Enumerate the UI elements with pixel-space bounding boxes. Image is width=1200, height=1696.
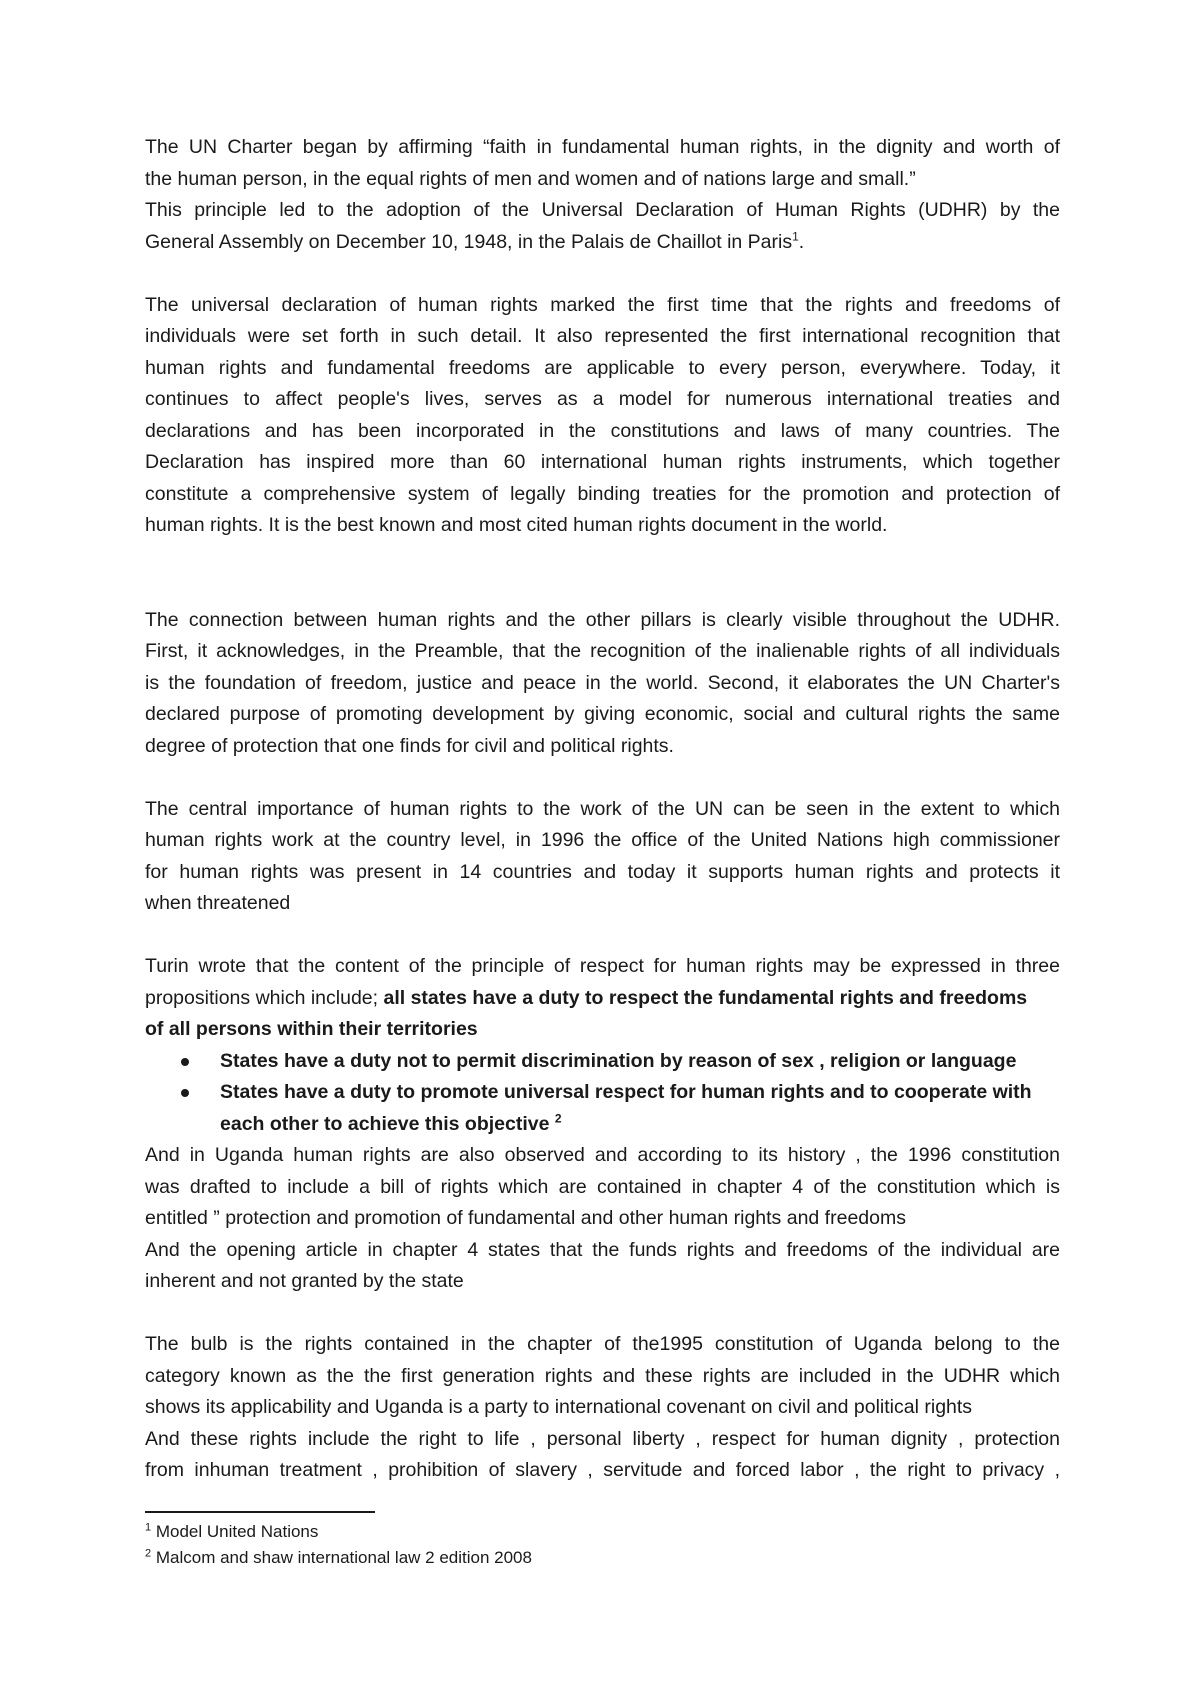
paragraph-4-line-2: human rights work at the country level, in 1996 the office of the United Nations high commissioner bbox=[145, 829, 1060, 851]
footnote-1-number: 1 bbox=[145, 1521, 152, 1534]
paragraph-5-intro: propositions which include; bbox=[145, 986, 384, 1009]
paragraph-5-line-1: Turin wrote that the content of the principle of respect for human rights may be expressed in three bbox=[145, 955, 1060, 977]
paragraph-3-line-1: The connection between human rights and the other pillars is clearly visible throughout the UDHR. bbox=[145, 608, 1060, 631]
paragraph-5-bold-1: all states have a duty to respect the fundamental rights and freedoms bbox=[383, 986, 1028, 1009]
paragraph-7-line-4: And these rights include the right to life , personal liberty , respect for human dignity , protection bbox=[145, 1427, 1060, 1450]
bullet-item-2-text: States have a duty to promote universal respect for human rights and to cooperate with bbox=[220, 1081, 1032, 1103]
paragraph-6-line-2: was drafted to include a bill of rights which are contained in chapter 4 of the constitution which is bbox=[145, 1175, 1060, 1198]
paragraph-2-line-2: individuals were set forth in such detail. It also represented the first international recognition that bbox=[145, 325, 1060, 347]
paragraph-4-line-4: when threatened bbox=[145, 892, 291, 914]
footnote-ref-1[interactable]: 1 bbox=[792, 229, 799, 243]
paragraph-2-line-6: Declaration has inspired more than 60 international human rights instruments, which together bbox=[145, 451, 1060, 473]
paragraph-1-line-1: The UN Charter began by affirming “faith in fundamental human rights, in the dignity and worth of bbox=[145, 136, 1060, 158]
paragraph-1-period: . bbox=[798, 230, 805, 253]
footnote-1-text: Model United Nations bbox=[151, 1522, 319, 1541]
footnote-2-number: 2 bbox=[145, 1547, 152, 1560]
paragraph-3-line-3: is the foundation of freedom, justice and peace in the world. Second, it elaborates the UN Charter's bbox=[145, 671, 1060, 694]
paragraph-2-line-5: declarations and has been incorporated in the constitutions and laws of many countries. The bbox=[145, 419, 1060, 442]
paragraph-4-line-3: for human rights was present in 14 countries and today it supports human rights and protects it bbox=[145, 860, 1060, 883]
paragraph-2-line-4: continues to affect people's lives, serves as a model for numerous international treaties and bbox=[145, 388, 1060, 410]
footnote-1 bbox=[145, 1520, 318, 1544]
paragraph-7-line-2: category known as the the first generation rights and these rights are included in the UDHR which bbox=[145, 1364, 1060, 1387]
bullet-item-1-text: States have a duty not to permit discrimination by reason of sex , religion or language bbox=[220, 1049, 1017, 1072]
paragraph-2-line-3: human rights and fundamental freedoms are applicable to every person, everywhere. Today, it bbox=[145, 356, 1060, 379]
paragraph-3-line-4: declared purpose of promoting development by giving economic, social and cultural rights the same bbox=[145, 703, 1060, 725]
paragraph-1-line-2: the human person, in the equal rights of men and women and of nations large and small.” bbox=[145, 167, 916, 190]
bullet-item-2-continued bbox=[145, 1109, 1060, 1141]
paragraph-5-bold-2: of all persons within their territories bbox=[145, 1018, 478, 1040]
paragraph-2-line-8: human rights. It is the best known and most cited human rights document in the world. bbox=[145, 514, 888, 536]
bullet-dot-icon bbox=[181, 1089, 189, 1097]
paragraph-2-line-1: The universal declaration of human rights marked the first time that the rights and freedoms of bbox=[145, 293, 1060, 316]
paragraph-1-line-4 bbox=[145, 227, 1060, 259]
document-body bbox=[145, 132, 1060, 1487]
paragraph-4-line-1: The central importance of human rights to the work of the UN can be seen in the extent to which bbox=[145, 797, 1060, 820]
paragraph-2-line-7: constitute a comprehensive system of legally binding treaties for the promotion and protection of bbox=[145, 482, 1060, 505]
footnote-2-text: Malcom and shaw international law 2 edition 2008 bbox=[151, 1548, 532, 1567]
paragraph-5-line-2 bbox=[145, 983, 1060, 1015]
paragraph-7-line-3: shows its applicability and Uganda is a party to international covenant on civil and political rights bbox=[145, 1396, 973, 1418]
bullet-item-2-cont-text: each other to achieve this objective bbox=[220, 1112, 555, 1135]
footnote-ref-2[interactable]: 2 bbox=[554, 1111, 562, 1125]
paragraph-6-line-1: And in Uganda human rights are also observed and according to its history , the 1996 constitution bbox=[145, 1144, 1060, 1166]
paragraph-3-line-2: First, it acknowledges, in the Preamble, that the recognition of the inalienable rights of all individuals bbox=[145, 640, 1060, 662]
bullet-item-1 bbox=[145, 1046, 1060, 1078]
paragraph-7-line-5: from inhuman treatment , prohibition of slavery , servitude and forced labor , the right to privacy , bbox=[145, 1459, 1060, 1481]
footnote-separator bbox=[145, 1511, 375, 1513]
paragraph-1-line-4-text: General Assembly on December 10, 1948, in the Palais de Chaillot in Paris bbox=[145, 230, 793, 253]
paragraph-6-line-3: entitled ” protection and promotion of fundamental and other human rights and freedoms bbox=[145, 1207, 906, 1229]
paragraph-6-line-5: inherent and not granted by the state bbox=[145, 1270, 464, 1292]
paragraph-1-line-3: This principle led to the adoption of the Universal Declaration of Human Rights (UDHR) by the bbox=[145, 199, 1060, 221]
paragraph-7-line-1: The bulb is the rights contained in the chapter of the1995 constitution of Uganda belong to the bbox=[145, 1333, 1060, 1355]
footnote-2 bbox=[145, 1546, 532, 1570]
paragraph-3-line-5: degree of protection that one finds for civil and political rights. bbox=[145, 734, 674, 757]
bullet-item-2 bbox=[145, 1077, 1060, 1109]
paragraph-6-line-4: And the opening article in chapter 4 states that the funds rights and freedoms of the individual are bbox=[145, 1238, 1060, 1261]
bullet-dot-icon bbox=[181, 1058, 189, 1066]
